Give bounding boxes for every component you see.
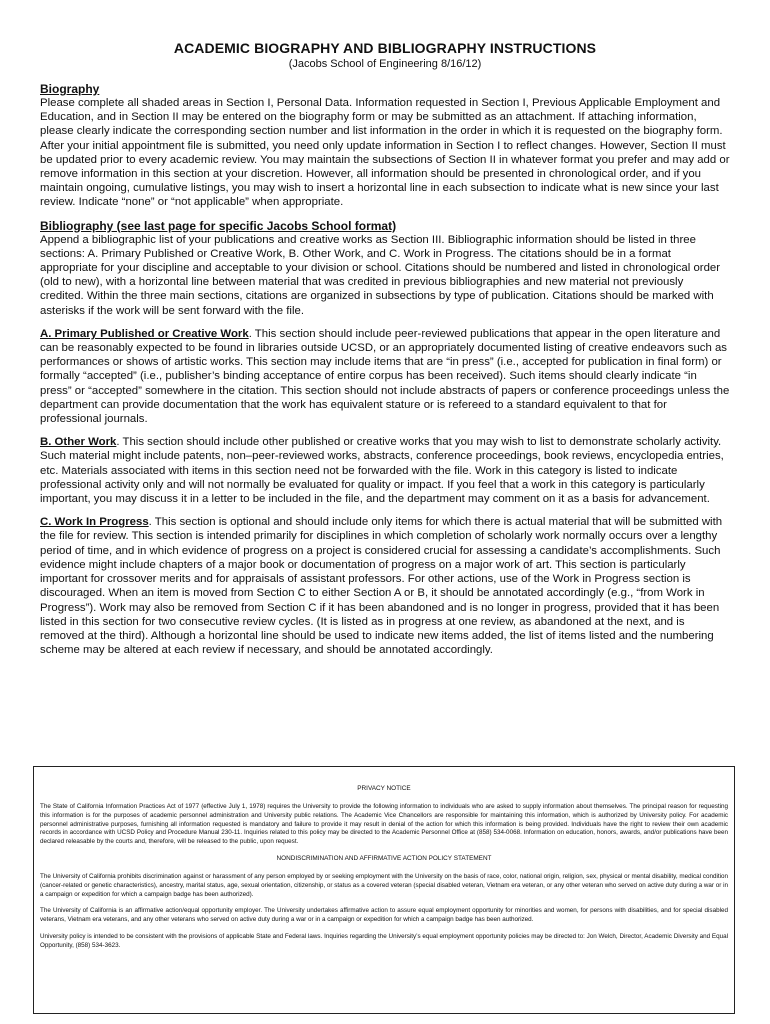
other-work-heading: B. Other Work (40, 436, 117, 449)
biography-text: Please complete all shaded areas in Section I, Personal Data. Information requested in Section I, Previous Applicable Employment and Education, and in Section II may be entered on the biography form or may be submitted as an attachment. If attaching information, please clearly indicate the corresponding section number and list information in the order in which it is requested on the biography form. After your initial appointment file is submitted, you need only update information in Section I to reflect changes. However, Section II must be updated prior to every academic review. You may maintain the subsections of Section II in whatever format you prefer and may add or remove information in this section at your discretion. However, all information should be presented in chronological order, and if you maintain ongoing, cumulative listings, you may wish to insert a horizontal line in each subsection to indicate what is new since your last review. Indicate “none” or “not applicable” when appropriate. (40, 97, 730, 209)
biography-section (40, 82, 730, 210)
other-work-text: . This section should include other published or creative works that you may wish to list to demonstrate scholarly activity. Such material might include patents, non–peer-reviewed works, abstracts, conference proceedings, book reviews, encyclopedia entries, etc. Materials associated with items in this section need not be forwarded with the file. Work in this category is listed to indicate professional activity only and will not normally be evaluated for quality or impact. If you feel that a work in this category is particularly important, you may discuss it in a letter to be included in the file, and the department may comment on it as a basis for advancement. (40, 436, 724, 506)
bibliography-heading: Bibliography (see last page for specific Jacobs School format) (40, 218, 397, 233)
bibliography-text: Append a bibliographic list of your publications and creative works as Section III. Bibliographic information should be listed in three sections: A. Primary Published or Creative Work, B. Other Work, and C. Work in Progress. The citations should be in a format appropriate for your discipline and acceptable to your division or school. Citations should be numbered and listed in chronological order (old to new), with a horizontal line between material that was credited in previous bibliographies and new material not previously credited. Within the three main sections, citations are organized in subsections by type of publication. Citations should be marked with asterisks if the work will be sent forward with the file. (40, 233, 721, 317)
work-in-progress-paragraph (40, 515, 730, 657)
nondiscrimination-text: The University of California prohibits discrimination against or harassment of any person employed by or seeking employment with the University on the basis of race, color, national origin, religion, sex, physical or mental disability, medical condition (cancer-related or genetic characteristics), ancestry, marital status, age, sexual orientation, citizenship, or status as a covered veteran (special disabled veteran, Vietnam era veteran, or any other veteran who served on active duty during a war or in a campaign or expedition for which a campaign badge has been authorized). (40, 872, 728, 898)
work-in-progress-section (40, 515, 730, 657)
primary-work-heading: A. Primary Published or Creative Work (40, 327, 249, 340)
bibliography-section (40, 219, 730, 318)
privacy-notice-heading: PRIVACY NOTICE (357, 785, 411, 792)
document-subtitle: (Jacobs School of Engineering 8/16/12) (288, 58, 482, 70)
primary-work-paragraph (40, 327, 730, 426)
policy-contact-text: University policy is intended to be consistent with the provisions of applicable State and Federal laws. Inquiries regarding the University’s equal employment opportunity policies may be directed to: Jon Welch, Director, Academic Diversity and Equal Opportunity, (858) 534-3623. (40, 932, 728, 949)
biography-heading: Biography (40, 82, 100, 96)
privacy-notice-box (33, 766, 735, 1014)
work-in-progress-text: . This section is optional and should include only items for which there is actual material that will be submitted with the file for review. This section is intended primarily for disciplines in which completion of scholarly work normally occurs over a lengthy period of time, and in which evidence of progress on a project is considered crucial for assessing a candidate’s accomplishments. Such evidence might include chapters of a major book or documentation of progress on a major work of art. This section is particularly important for crossover merits and for appraisals of assistant professors. For other actions, use of the Work in Progress section is discouraged. When an item is moved from Section C to either Section A or B, it should be annotated accordingly (e.g., “from Work in Progress”). Work may also be removed from Section C if it has been abandoned and is no longer in progress, provided that it has been listed in this section for two consecutive review cycles. (It is listed as in progress at one review, as abandoned at the next, and is removed at the third). Although a horizontal line should be used to indicate new items added, the list of items listed and the numbering scheme may be altered at each review if necessary, and should be annotated accordingly. (40, 516, 723, 657)
work-in-progress-heading: C. Work In Progress (40, 516, 149, 529)
document-page (40, 40, 730, 666)
other-work-section (40, 435, 730, 506)
primary-work-section (40, 327, 730, 426)
document-title: ACADEMIC BIOGRAPHY AND BIBLIOGRAPHY INSTRUCTIONS (173, 40, 597, 56)
privacy-notice-text: The State of California Information Practices Act of 1977 (effective July 1, 1978) requires the University to provide the following information to individuals who are asked to supply information about themselves. The principal reason for requesting this information is for the purposes of academic personnel administration and University public relations. The Academic Vice Chancellors are responsible for maintaining this information, which is authorized by University policy. For academic personnel administrative purposes, furnishing all information requested is mandatory and failure to provide it may result in denial of the action for which this information is being provided. Individuals have the right to review their own academic records in accordance with UCSD Policy and Procedure Manual 230-11. Inquiries related to this policy may be directed to the Academic Personnel Office at (858) 534-0068. Information on education, honors, awards, and/or publications have been declared releasable by the courts and, therefore, will be released to the public, upon request. (40, 803, 728, 846)
affirmative-action-text: The University of California is an affirmative action/equal opportunity employer. The University undertakes affirmative action to assure equal employment opportunity for minorities and women, for persons with disabilities, and for special disabled veterans, Vietnam era veterans, and any other veterans who served on active duty during a war or in a campaign or expedition for which a campaign badge has been authorized. (40, 907, 728, 924)
primary-work-text: . This section should include peer-reviewed publications that appear in the open literature and can be reasonably expected to be found in libraries outside UCSD, or an appropriately documented listing of creative endeavors such as performances or shows of artistic works. This section may include items that are “in press” (i.e., accepted for publication in final form) or formally “accepted” (i.e., publisher’s binding acceptance of entire corpus has been received). Such items should clearly indicate “in press” or “accepted” somewhere in the citation. This section should not include abstracts of papers or conference proceedings unless the department can provide documentation that the work has equivalent stature or is refereed to a standard equivalent to that for professional journals. (40, 327, 730, 426)
other-work-paragraph (40, 435, 730, 506)
nondiscrimination-heading: NONDISCRIMINATION AND AFFIRMATIVE ACTION POLICY STATEMENT (276, 854, 492, 862)
